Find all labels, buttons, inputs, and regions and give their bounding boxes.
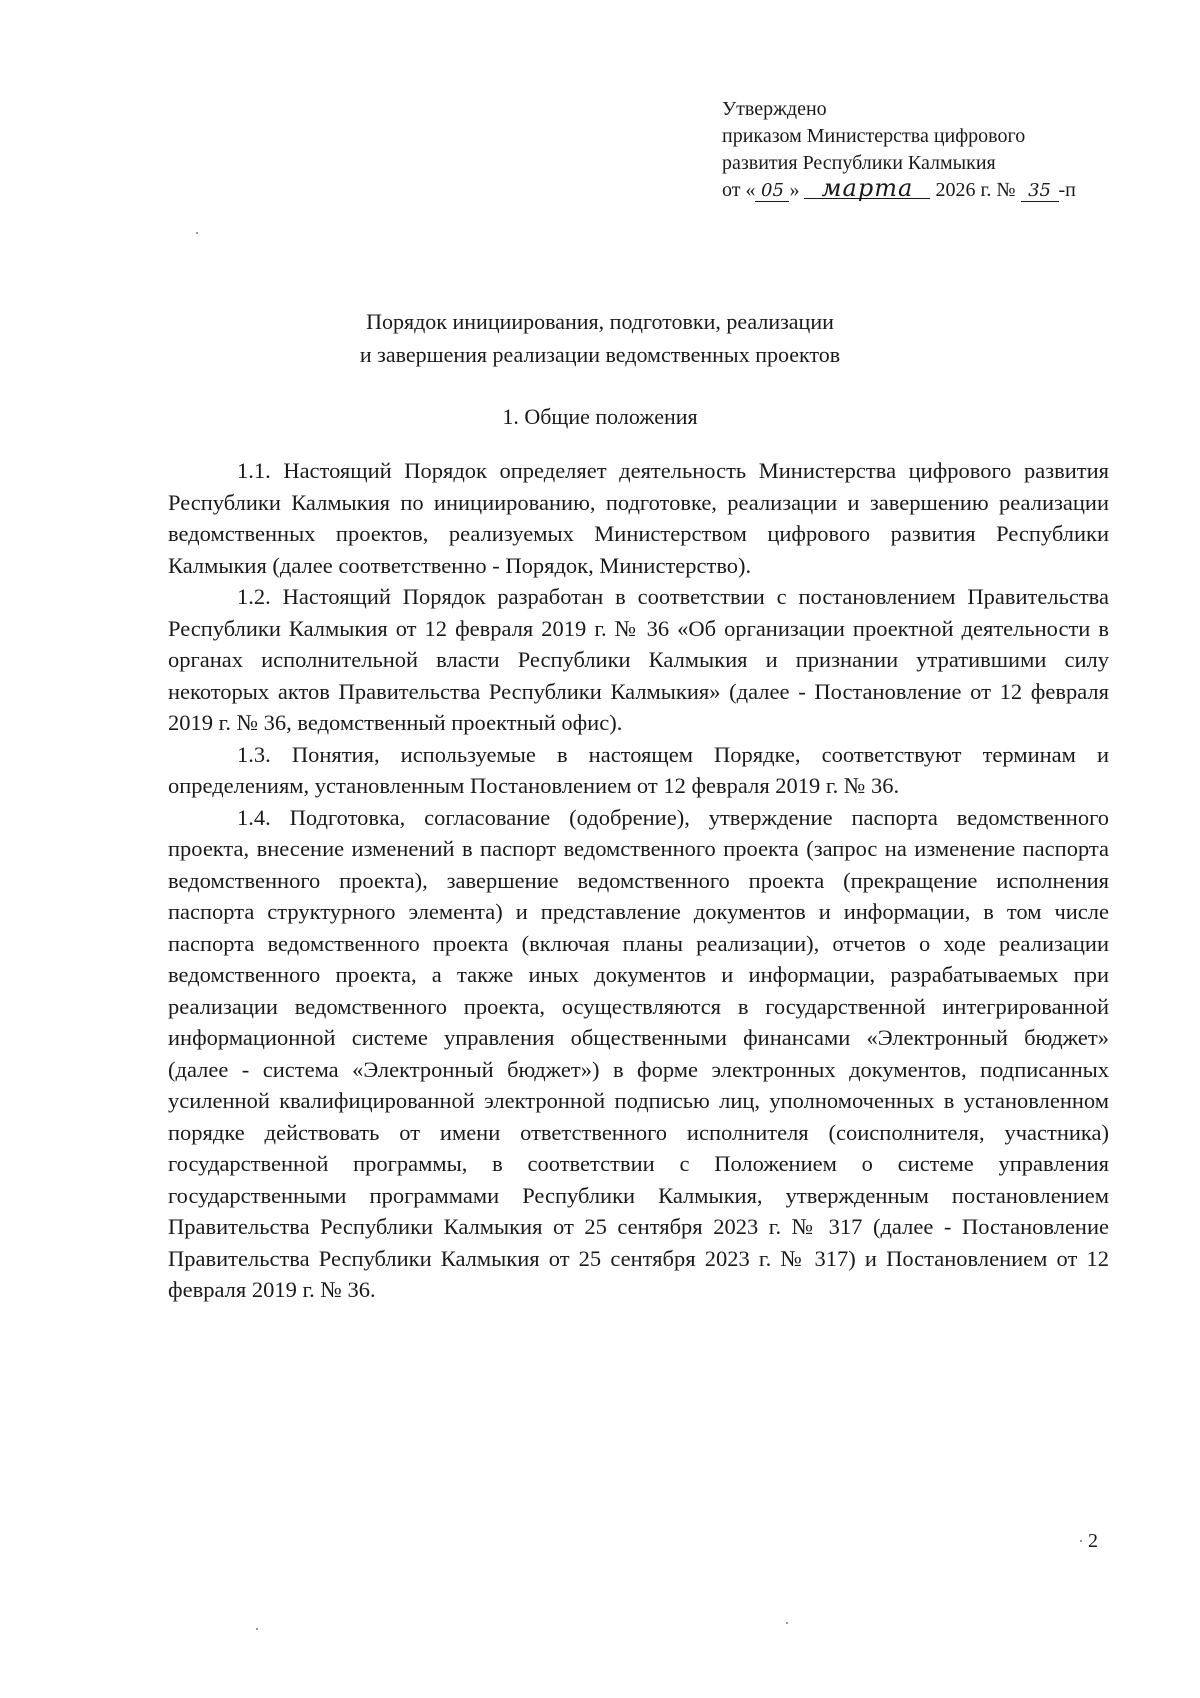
- paragraph-1-3: 1.3. Понятия, используемые в настоящем Порядке, соответствуют терминам и определениям, установленным Постановлением от 12 февраля 2019 г. № 36.: [168, 741, 1109, 798]
- approval-line-1: Утверждено: [722, 98, 827, 120]
- section-heading: 1. Общие положения: [502, 404, 698, 429]
- date-year: 2026 г. №: [930, 179, 1021, 201]
- scan-speck: [196, 232, 198, 234]
- scan-speck: [256, 1628, 258, 1630]
- page-number: 2: [1088, 1530, 1098, 1552]
- scan-speck: [786, 1622, 788, 1624]
- paragraph-1-2: 1.2. Настоящий Порядок разработан в соответствии с постановлением Правительства Республики Калмыкия от 12 февраля 2019 г. № 36 «Об организации проектной деятельности в органах исполнительной власти Республики Калмыкия и признании утратившими силу некоторых актов Правительства Республики Калмыкия» (далее - Постановление от 12 февраля 2019 г. № 36, ведомственный проектный офис).: [168, 584, 1109, 735]
- paragraph-1-4: 1.4. Подготовка, согласование (одобрение), утверждение паспорта ведомственного проекта, внесение изменений в паспорт ведомственного проекта (запрос на изменение паспорта ведомственного проекта), завершение ведомственного проекта (прекращение исполнения паспорта структурного элемента) и представление документов и информации, в том числе паспорта ведомственного проекта (включая планы реализации), отчетов о ходе реализации ведомственного проекта, а также иных документов и информации, разрабатываемых при реализации ведомственного проекта, осуществляются в государственной интегрированной информационной системе управления общественными финансами «Электронный бюджет» (далее - система «Электронный бюджет») в форме электронных документов, подписанных усиленной квалифицированной электронной подписью лиц, уполномоченных в установленном порядке действовать от имени ответственного исполнителя (соисполнителя, участника) государственной программы, в соответствии с Положением о системе управления государственными программами Республики Калмыкия, утвержденным постановлением Правительства Республики Калмыкия от 25 сентября 2023 г. № 317 (далее - Постановление Правительства Республики Калмыкия от 25 сентября 2023 г. № 317) и Постановлением от 12 февраля 2019 г. № 36.: [168, 804, 1109, 1302]
- approval-date-line: [722, 174, 1122, 204]
- approval-line-2: приказом Министерства цифрового: [722, 125, 1026, 147]
- document-title: [150, 305, 1050, 371]
- handwritten-day: 05: [755, 181, 789, 202]
- date-mid: »: [789, 179, 800, 201]
- approval-line-3: развития Республики Калмыкия: [722, 152, 996, 174]
- handwritten-month: марта: [804, 178, 930, 199]
- approval-stamp: [722, 96, 1122, 204]
- title-line-1: Порядок инициирования, подготовки, реализации: [366, 309, 834, 334]
- title-line-2: и завершения реализации ведомственных проектов: [359, 342, 841, 367]
- document-body: [168, 455, 1109, 1306]
- order-suffix: -п: [1058, 179, 1076, 201]
- date-prefix: от «: [722, 179, 756, 201]
- paragraph-1-1: 1.1. Настоящий Порядок определяет деятельность Министерства цифрового развития Республики Калмыкия по инициированию, подготовке, реализации и завершению реализации ведомственных проектов, реализуемых Министерством цифрового развития Республики Калмыкия (далее соответственно - Порядок, Министерство).: [168, 458, 1109, 578]
- scan-speck: [1080, 1540, 1082, 1542]
- handwritten-order-number: 35: [1021, 181, 1059, 202]
